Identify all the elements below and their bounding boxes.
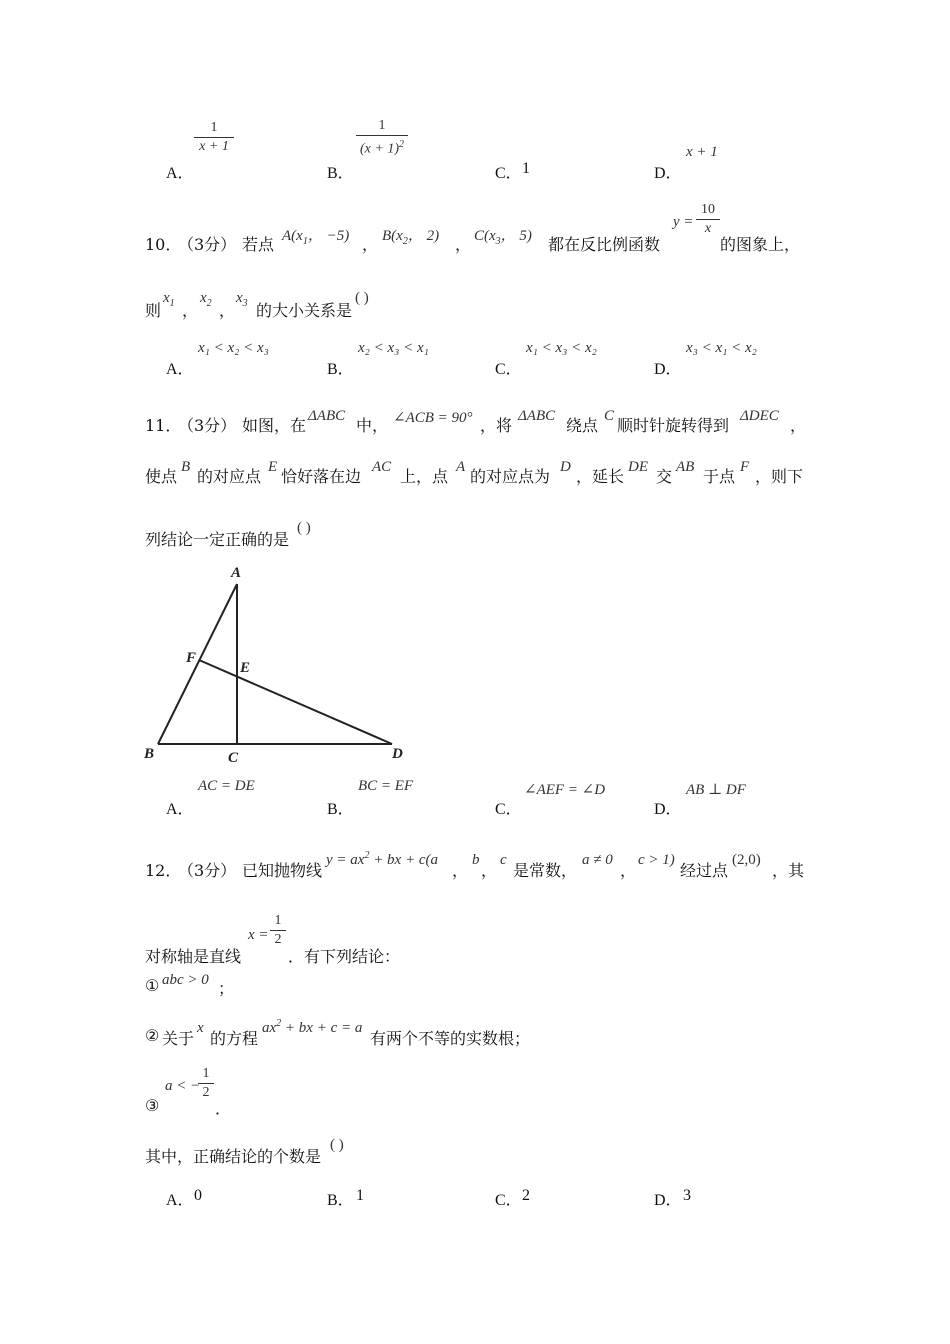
q11-l2-1: B: [181, 459, 191, 475]
q10-line2-pre: 则: [145, 301, 162, 320]
q11-l2-9: D: [560, 459, 571, 475]
q12-statement1: abc > 0: [162, 972, 209, 988]
q11-l2-11: DE: [628, 459, 648, 475]
q10-number: 10．: [145, 235, 182, 254]
q12-line2-pre: 对称轴是直线: [145, 947, 242, 966]
q11-triangle-figure: [140, 560, 410, 770]
q12-option-b: 1: [356, 1187, 364, 1204]
q12-score: （3分）: [178, 861, 237, 880]
q11-l1-1: ΔABC: [308, 408, 346, 424]
q10-func-fraction: [696, 202, 720, 237]
q9-option-b-label: B．: [327, 165, 354, 182]
q12-c2: ，: [481, 861, 498, 880]
q12-paren: ( ): [330, 1137, 344, 1153]
q10-option-d: x₃ < x₁ < x₂: [686, 340, 757, 356]
q12-b: b: [472, 852, 480, 868]
q11-l2-7: A: [456, 459, 466, 475]
q10-option-b-label: B．: [327, 361, 354, 378]
q11-l2-10: ，延长: [576, 467, 625, 486]
q10-option-c-label: C．: [495, 361, 522, 378]
q11-l2-15: F: [740, 459, 750, 475]
q11-line3: 列结论一定正确的是: [145, 530, 290, 549]
q10-score: （3分）: [178, 235, 237, 254]
q12-statement2-post: 有两个不等的实数根；: [370, 1029, 531, 1048]
q12-text3: 经过点: [680, 861, 729, 880]
q11-option-c-label: C．: [495, 801, 522, 818]
q9-option-d-value: x + 1: [686, 144, 718, 160]
q10-text2: 都在反比例函数: [548, 235, 661, 254]
q12-option-c-label: C．: [495, 1192, 522, 1209]
q11-l1-7: C: [604, 408, 615, 424]
q11-option-b: BC = EF: [358, 778, 414, 794]
q12-option-a: 0: [194, 1187, 202, 1204]
q11-l1-5: ΔABC: [518, 408, 556, 424]
q10-comma1: ，: [182, 301, 199, 320]
q9-option-d-label: D．: [654, 165, 682, 182]
q11-option-c: ∠AEF = ∠D: [524, 782, 606, 798]
q10-option-b: x₂ < x₃ < x₁: [358, 340, 429, 356]
q11-l1-0: 如图，在: [242, 416, 307, 435]
q9-option-a-label: A．: [166, 165, 194, 182]
q12-axis-lhs: x =: [248, 927, 269, 943]
q10-line2-post: 的大小关系是: [256, 301, 353, 320]
q12-option-b-label: B．: [327, 1192, 354, 1209]
q10-point-a: $A(x_1$， −5): [282, 228, 350, 247]
q9-option-c-value: 1: [522, 160, 530, 177]
q11-paren: ( ): [297, 520, 311, 536]
q9-option-a-num: 1: [210, 120, 218, 135]
label-d: D: [392, 746, 403, 762]
q11-l1-4: ，将: [480, 416, 513, 435]
label-f: F: [186, 650, 197, 666]
q12-statement3-mark: ③: [145, 1096, 160, 1115]
q10-text3: 的图象上，: [720, 235, 801, 254]
q12-option-d: 3: [683, 1187, 691, 1204]
q9-option-a-den: x + 1: [199, 139, 229, 154]
q12-c: c: [500, 852, 507, 868]
q12-statement1-mark: ①: [145, 976, 160, 995]
q12-statement2-mid: 的方程: [210, 1029, 259, 1048]
q10-paren: ( ): [355, 290, 369, 306]
q12-statement1-end: ；: [218, 979, 235, 998]
q11-l1-6: 绕点: [566, 416, 599, 435]
q11-l1-9: ΔDEC: [740, 408, 779, 424]
q11-l2-2: 的对应点: [197, 467, 262, 486]
q11-l2-13: AB: [676, 459, 695, 475]
q9-option-b-fraction: [356, 118, 408, 158]
q11-l1-8: 顺时针旋转得到: [617, 416, 730, 435]
q12-point: (2,0): [732, 852, 761, 868]
q11-l2-6: 上，点: [400, 467, 449, 486]
q10-point-c: $C(x_3$， 5): [474, 228, 532, 247]
q12-statement3-fraction: [198, 1066, 214, 1101]
q11-l2-16: ，则下: [755, 467, 804, 486]
label-c: C: [228, 750, 239, 766]
q12-statement3-num: 1: [202, 1066, 210, 1081]
q11-l1-3: ∠ACB = 90°: [393, 410, 473, 426]
q10-sep1: ，: [362, 235, 379, 254]
q10-text1: 若点: [242, 235, 275, 254]
q12-c3: ，: [620, 861, 637, 880]
q12-statement3-lhs: a < −: [165, 1078, 201, 1094]
q11-l2-4: 恰好落在边: [281, 467, 362, 486]
q12-text1: 已知抛物线: [242, 861, 323, 880]
q10-option-d-label: D．: [654, 361, 682, 378]
q12-option-c: 2: [522, 1187, 530, 1204]
q11-l1-10: ，: [790, 416, 807, 435]
q12-axis-fraction: [270, 913, 286, 948]
q10-option-a: x₁ < x₂ < x₃: [198, 340, 269, 356]
q10-x2: $x_2$: [200, 290, 212, 309]
q12-text4: ，其: [772, 861, 805, 880]
q10-comma2: ，: [219, 301, 236, 320]
q12-text2: 是常数，: [513, 861, 578, 880]
q12-c1: ，: [452, 861, 469, 880]
q12-axis-num: 1: [274, 913, 282, 928]
q11-option-d: AB ⊥ DF: [686, 782, 746, 798]
q12-statement2-pre: 关于: [162, 1029, 195, 1048]
q10-func-lhs: y =: [673, 214, 694, 230]
q10-option-a-label: A．: [166, 361, 194, 378]
label-e: E: [240, 660, 251, 676]
q11-l2-12: 交: [656, 467, 673, 486]
line-fd: [199, 660, 392, 744]
q11-l2-3: E: [268, 459, 278, 475]
q12-option-d-label: D．: [654, 1192, 682, 1209]
q12-option-a-label: A．: [166, 1192, 194, 1209]
line-ab: [158, 584, 237, 744]
q12-ask: 其中，正确结论的个数是: [145, 1147, 322, 1166]
q12-statement3-end: ．: [215, 1099, 232, 1118]
q10-point-b: $B(x_2$， 2): [382, 228, 440, 247]
q12-statement2-mark: ②: [145, 1026, 160, 1045]
q12-statement2-eq: $ax^2$ + bx + c = a: [262, 1018, 363, 1036]
q10-sep2: ，: [455, 235, 472, 254]
q11-l2-5: AC: [372, 459, 392, 475]
q10-option-c: x₁ < x₃ < x₂: [526, 340, 597, 356]
q11-number: 11．: [145, 416, 182, 435]
q10-x1: $x_1$: [163, 290, 175, 309]
q12-cond1: a ≠ 0: [582, 852, 613, 868]
q10-func-num: 10: [701, 202, 715, 217]
label-a: A: [231, 565, 242, 581]
q11-l1-2: 中，: [356, 416, 389, 435]
q12-cond2: c > 1): [638, 852, 675, 868]
q11-option-a: AC = DE: [198, 778, 255, 794]
label-b: B: [144, 746, 155, 762]
q12-axis-den: 2: [274, 932, 282, 947]
q9-option-c-label: C．: [495, 165, 522, 182]
q12-line2-post: ．有下列结论：: [288, 947, 401, 966]
q9-option-a-fraction: [194, 120, 234, 155]
q11-option-b-label: B．: [327, 801, 354, 818]
q12-statement2-x: x: [197, 1020, 204, 1036]
q12-equation: $y = ax^2$ + bx + c(a: [326, 850, 438, 868]
q11-l2-0: 使点: [145, 467, 178, 486]
q11-l2-8: 的对应点为: [470, 467, 551, 486]
q12-statement3-den: 2: [202, 1085, 210, 1100]
q11-score: （3分）: [178, 416, 237, 435]
q9-option-b-num: 1: [378, 118, 386, 133]
q12-number: 12．: [145, 861, 182, 880]
q11-option-a-label: A．: [166, 801, 194, 818]
q9-option-b-den: $(x + 1)^2$: [360, 139, 404, 157]
q11-l2-14: 于点: [703, 467, 736, 486]
q10-x3: $x_3$: [236, 290, 248, 309]
q10-func-den: x: [704, 221, 712, 236]
q11-option-d-label: D．: [654, 801, 682, 818]
